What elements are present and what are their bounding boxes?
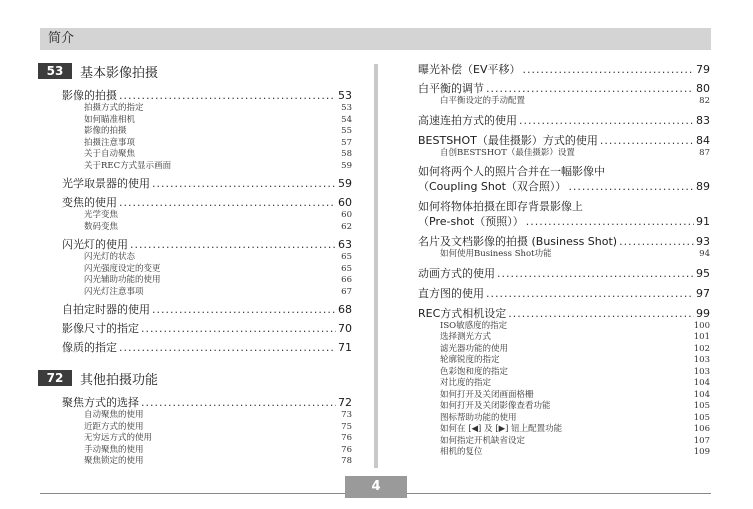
toc-subentry[interactable] (62, 410, 352, 422)
toc-subentry-page: 66 (341, 275, 352, 285)
toc-entry-title: 自拍定时器的使用 (62, 303, 150, 316)
toc-subentry-page: 109 (693, 447, 710, 457)
toc-subentry-page: 104 (693, 378, 710, 388)
dot-leader (130, 237, 336, 252)
toc-subentry[interactable] (62, 115, 352, 127)
toc-subentry-title: 如何瞄准相机 (84, 114, 136, 125)
toc-entry-title-line1: 如何将物体拍摄在即存背景影像上 (418, 200, 583, 213)
toc-entry-title: 光学取景器的使用 (62, 177, 150, 190)
header-bar (40, 28, 711, 50)
toc-subentry[interactable] (418, 249, 710, 261)
toc-subentry-title: 拍摄注意事项 (84, 137, 136, 148)
toc-entry[interactable] (418, 199, 710, 229)
toc-subentry-title: 闪光灯注意事项 (84, 286, 144, 297)
toc-entry-title: BESTSHOT（最佳摄影）方式的使用 (418, 133, 598, 147)
toc-entry[interactable] (62, 195, 352, 210)
dot-leader (519, 113, 694, 128)
toc-subentry-page: 100 (693, 320, 710, 331)
toc-subentry-title: 闪光强度设定的变更 (84, 263, 161, 274)
toc-entry[interactable] (418, 81, 710, 96)
toc-subentry-title: 手动聚焦的使用 (84, 444, 144, 455)
toc-subentry[interactable] (418, 436, 710, 448)
toc-entry-page: 95 (696, 266, 710, 280)
toc-subentry-title: 闪光灯的状态 (84, 252, 136, 262)
dot-leader (152, 176, 336, 191)
toc-subentry-title: 如何使用Business Shot功能 (440, 249, 552, 259)
toc-subentry-title: 如何在 [◀] 及 [▶] 钮上配置功能 (440, 424, 563, 434)
section-title: 其他拍摄功能 (80, 372, 159, 388)
toc-entry[interactable] (418, 113, 710, 128)
section-title: 基本影像拍摄 (80, 65, 159, 81)
toc-entry[interactable] (62, 88, 352, 103)
toc-entry-page: 72 (338, 396, 352, 409)
toc-subentry[interactable] (62, 210, 352, 222)
toc-entry-title-line2: （Pre-shot（预照）） (418, 215, 524, 228)
section-number-badge: 72 (38, 370, 72, 386)
toc-entry-title-line2: （Coupling Shot（双合照）） (418, 180, 567, 193)
toc-entry-page: 70 (338, 322, 352, 335)
toc-entry[interactable] (418, 266, 710, 281)
toc-right-column (418, 60, 710, 459)
toc-entry-title: 变焦的使用 (62, 196, 117, 209)
toc-subentry-page: 73 (341, 410, 352, 420)
toc-entry[interactable] (418, 234, 710, 249)
toc-subentry[interactable] (62, 161, 352, 173)
page-title: 简介 (48, 31, 75, 46)
toc-subentry-title: 聚焦锁定的使用 (84, 456, 144, 466)
toc-entry-title: 像质的指定 (62, 341, 117, 354)
dot-leader (486, 286, 694, 301)
toc-subentry[interactable] (418, 413, 710, 425)
toc-entry-page: 91 (696, 215, 710, 228)
toc-subentry[interactable] (62, 264, 352, 276)
toc-subentry[interactable] (62, 433, 352, 445)
toc-subentry[interactable] (418, 367, 710, 379)
toc-subentry-page: 105 (693, 401, 710, 411)
toc-subentry-title: 影像的拍摄 (84, 126, 127, 136)
dot-leader (141, 395, 336, 410)
section-heading (38, 369, 352, 387)
section-heading (38, 62, 352, 80)
toc-entry[interactable] (62, 395, 352, 410)
toc-subentry-page: 76 (341, 444, 352, 455)
toc-entry-page: 93 (696, 235, 710, 248)
dot-leader (568, 179, 694, 194)
toc-subentry-page: 59 (341, 160, 352, 171)
toc-subentry[interactable] (62, 287, 352, 299)
toc-entry-title: 名片及文档影像的拍摄 (Business Shot) (418, 235, 618, 248)
toc-list (62, 88, 352, 355)
dot-leader (119, 88, 336, 103)
toc-entry-page: 80 (696, 82, 710, 95)
toc-entry-page: 83 (696, 113, 710, 127)
toc-entry[interactable] (62, 340, 352, 355)
toc-subentry-page: 105 (693, 412, 710, 423)
toc-subentry[interactable] (62, 126, 352, 138)
toc-subentry[interactable] (418, 447, 710, 459)
toc-subentry-page: 87 (699, 147, 710, 158)
toc-subentry[interactable] (62, 222, 352, 234)
toc-entry-title: 动画方式的使用 (418, 266, 495, 280)
toc-entry-page: 99 (696, 306, 710, 320)
toc-entry[interactable] (418, 306, 710, 321)
toc-subentry[interactable] (62, 149, 352, 161)
toc-subentry-page: 75 (341, 421, 352, 432)
toc-entry[interactable] (418, 133, 710, 148)
toc-entry-title: REC方式相机设定 (418, 306, 507, 320)
toc-subentry-title: 相机的复位 (440, 447, 483, 457)
toc-subentry-title: 如何打开及关闭影像查看功能 (440, 401, 551, 411)
toc-subentry-page: 107 (693, 435, 710, 446)
dot-leader (600, 133, 694, 148)
toc-entry[interactable] (62, 321, 352, 336)
toc-entry[interactable] (62, 176, 352, 191)
toc-entry[interactable] (418, 164, 710, 194)
toc-subentry-page: 101 (693, 332, 710, 342)
toc-subentry-page: 57 (341, 137, 352, 148)
toc-subentry-title: 如何打开及关闭画面格栅 (440, 389, 534, 400)
toc-subentry[interactable] (418, 332, 710, 344)
toc-entry-title: 高速连拍方式的使用 (418, 113, 517, 127)
toc-subentry[interactable] (418, 401, 710, 413)
toc-subentry-title: 对比度的指定 (440, 378, 492, 388)
toc-entry-page: 60 (338, 196, 352, 209)
toc-entry-page: 97 (696, 286, 710, 300)
toc-subentry[interactable] (418, 321, 710, 333)
toc-subentry[interactable] (418, 424, 710, 436)
toc-entry-title: 闪光灯的使用 (62, 238, 128, 251)
toc-entry-page: 59 (338, 177, 352, 190)
toc-subentry-title: 数码变焦 (84, 221, 119, 232)
toc-subentry-page: 58 (341, 149, 352, 159)
toc-subentry-page: 62 (341, 221, 352, 232)
toc-subentry-page: 53 (341, 103, 352, 113)
toc-subentry-title: 自创BESTSHOT（最佳摄影）设置 (440, 147, 575, 158)
toc-subentry-page: 65 (341, 263, 352, 274)
column-divider (374, 64, 378, 468)
toc-subentry-page: 76 (341, 433, 352, 443)
toc-subentry[interactable] (62, 103, 352, 115)
toc-subentry-page: 78 (341, 456, 352, 466)
toc-subentry-page: 102 (693, 343, 710, 354)
toc-subentry-page: 106 (693, 424, 710, 434)
toc-entry-title: 影像的拍摄 (62, 89, 117, 102)
toc-subentry[interactable] (62, 138, 352, 150)
toc-subentry-title: 图标帮助功能的使用 (440, 412, 517, 423)
toc-entry-title: 影像尺寸的指定 (62, 322, 139, 335)
toc-subentry[interactable] (418, 390, 710, 402)
toc-subentry[interactable] (62, 252, 352, 264)
toc-subentry-page: 104 (693, 389, 710, 400)
toc-subentry-title: 轮廓锐度的指定 (440, 355, 500, 365)
toc-subentry-title: 色彩饱和度的指定 (440, 366, 509, 377)
toc-subentry-page: 103 (693, 366, 710, 377)
dot-leader (119, 195, 336, 210)
page-number: 4 (345, 476, 407, 498)
toc-subentry-page: 54 (341, 114, 352, 125)
toc-subentry-title: ISO敏感度的指定 (440, 320, 508, 331)
toc-list (62, 395, 352, 468)
toc-entry-title-line1: 如何将两个人的照片合并在一幅影像中 (418, 165, 605, 178)
section-number-badge: 53 (38, 63, 72, 79)
toc-subentry-title: 自动聚焦的使用 (84, 410, 144, 420)
dot-leader (141, 321, 336, 336)
footer-rule-left (40, 493, 345, 494)
toc-subentry-page: 67 (341, 286, 352, 297)
toc-subentry[interactable] (418, 378, 710, 390)
toc-subentry-title: 近距方式的使用 (84, 421, 144, 432)
toc-subentry[interactable] (62, 422, 352, 434)
toc-subentry-title: 无穷远方式的使用 (84, 433, 153, 443)
toc-subentry-title: 选择测光方式 (440, 332, 492, 342)
toc-subentry[interactable] (62, 456, 352, 468)
toc-left-column (46, 62, 352, 468)
dot-leader (522, 62, 694, 77)
toc-subentry-page: 60 (341, 210, 352, 220)
toc-subentry-page: 103 (693, 355, 710, 365)
toc-entry-page: 68 (338, 303, 352, 316)
toc-subentry-page: 82 (699, 96, 710, 106)
toc-subentry-title: 关于REC方式显示画面 (84, 160, 172, 171)
toc-entry-page: 84 (696, 133, 710, 147)
toc-subentry-title: 滤光器功能的使用 (440, 343, 509, 354)
toc-entry-title: 聚焦方式的选择 (62, 396, 139, 409)
toc-entry-page: 63 (338, 238, 352, 251)
toc-entry-page: 89 (696, 180, 710, 193)
toc-subentry-page: 94 (699, 249, 710, 259)
toc-subentry[interactable] (418, 355, 710, 367)
toc-sublist (418, 321, 710, 459)
toc-subentry[interactable] (418, 344, 710, 356)
dot-leader (486, 81, 694, 96)
toc-entry-page: 71 (338, 341, 352, 354)
dot-leader (526, 214, 694, 229)
toc-subentry[interactable] (62, 445, 352, 457)
toc-subentry-title: 光学变焦 (84, 210, 119, 220)
toc-subentry-title: 拍摄方式的指定 (84, 103, 144, 113)
toc-subentry-page: 55 (341, 126, 352, 136)
toc-entry-title: 白平衡的调节 (418, 82, 484, 95)
dot-leader (152, 302, 336, 317)
toc-entry[interactable] (418, 286, 710, 301)
toc-entry-page: 53 (338, 89, 352, 102)
toc-subentry-page: 65 (341, 252, 352, 262)
footer-rule-right (407, 493, 711, 494)
toc-subentry-title: 如何指定开机缺省设定 (440, 435, 526, 446)
toc-entry-title: 曝光补偿（EV平移） (418, 63, 521, 76)
toc-subentry[interactable] (418, 96, 710, 108)
toc-entry[interactable] (418, 62, 710, 77)
toc-subentry-title: 白平衡设定的手动配置 (440, 96, 526, 106)
toc-subentry[interactable] (62, 275, 352, 287)
toc-entry[interactable] (62, 302, 352, 317)
dot-leader (619, 234, 694, 249)
toc-entry-page: 79 (696, 63, 710, 76)
toc-subentry[interactable] (418, 148, 710, 160)
dot-leader (508, 306, 694, 321)
toc-subentry-title: 闪光辅助功能的使用 (84, 275, 161, 285)
toc-entry[interactable] (62, 237, 352, 252)
dot-leader (119, 340, 336, 355)
toc-entry-title: 直方图的使用 (418, 286, 484, 300)
toc-subentry-title: 关于自动聚焦 (84, 149, 136, 159)
dot-leader (497, 266, 694, 281)
